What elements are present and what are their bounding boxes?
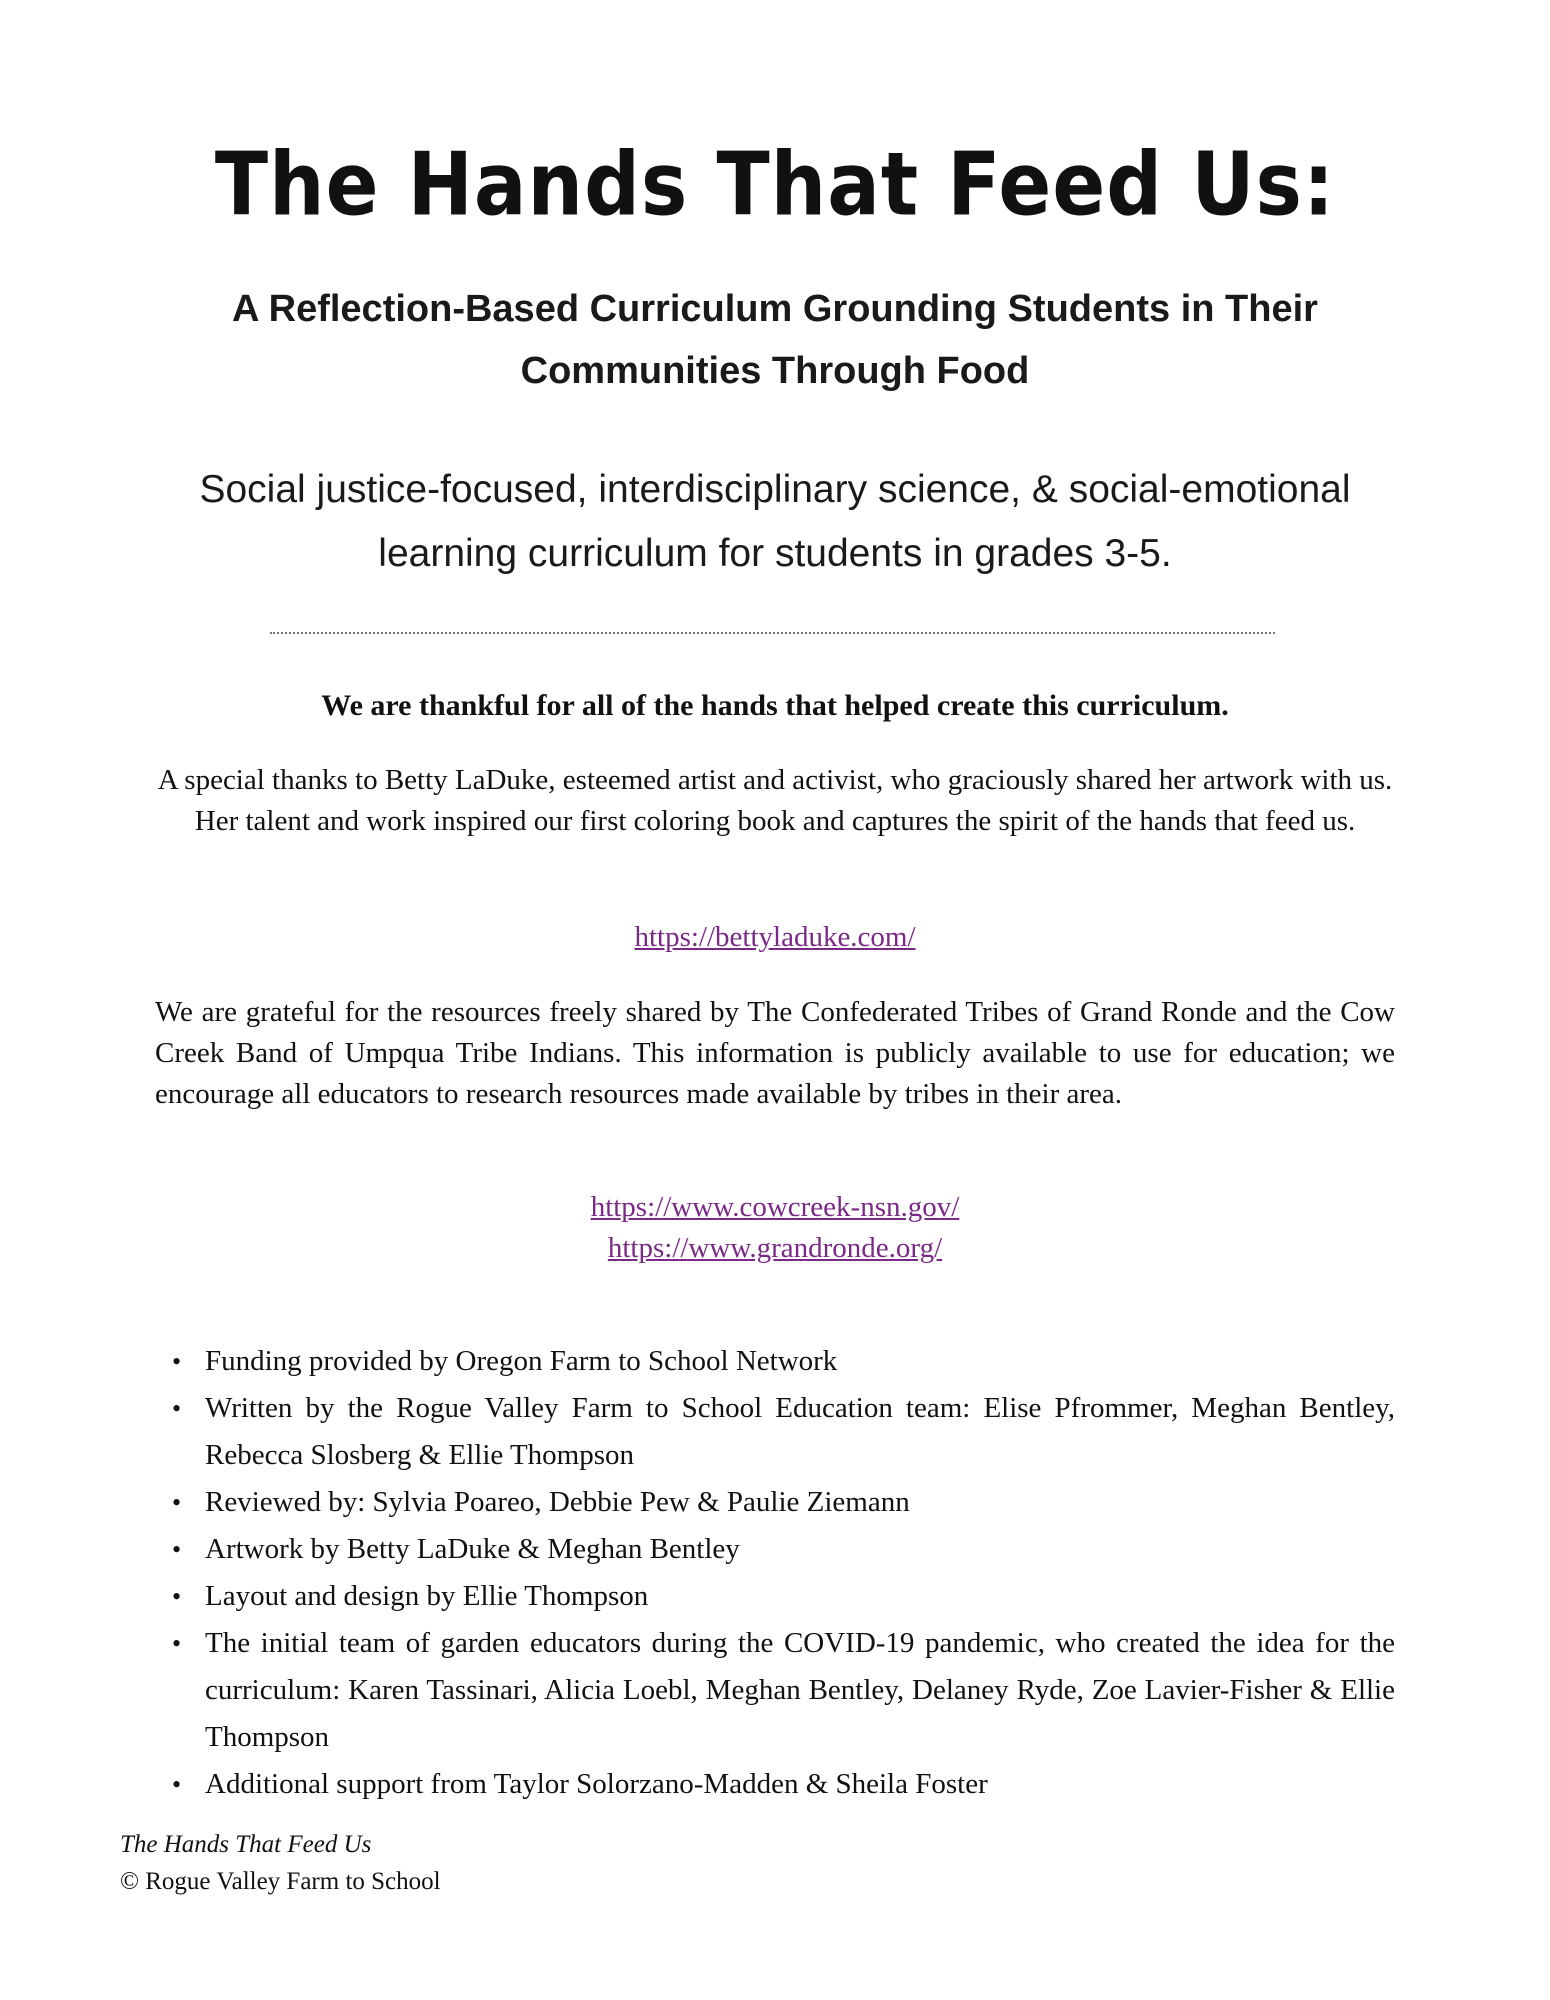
credits-list-item <box>155 1620 1395 1761</box>
credit-text: Artwork by Betty LaDuke & Meghan Bentley <box>205 1533 740 1565</box>
cowcreek-website-link[interactable]: https://www.cowcreek-nsn.gov/ <box>590 1191 960 1223</box>
grandronde-link-row <box>0 1228 1550 1269</box>
footer-title: The Hands That Feed Us <box>120 1831 372 1858</box>
bullet-icon: • <box>172 1582 182 1611</box>
cowcreek-link-row <box>0 1187 1550 1228</box>
credits-list-item <box>155 1385 1395 1479</box>
footer-copyright: © Rogue Valley Farm to School <box>120 1868 441 1895</box>
credits-list <box>155 1338 1395 1808</box>
acknowledgements-heading: We are thankful for all of the hands that helped create this curriculum. <box>321 689 1229 722</box>
credit-text: Additional support from Taylor Solorzano-Madden & Sheila Foster <box>205 1768 988 1800</box>
bullet-icon: • <box>172 1770 182 1799</box>
credit-text: Written by the Rogue Valley Farm to School Education team: Elise Pfrommer, Meghan Bentley, Rebecca Slosberg & Ellie Thompson <box>205 1392 1395 1471</box>
artist-link-row <box>0 917 1550 958</box>
bullet-icon: • <box>172 1488 182 1517</box>
bullet-icon: • <box>172 1535 182 1564</box>
artist-website-link[interactable]: https://bettyladuke.com/ <box>634 921 916 953</box>
credits-list-item <box>155 1761 1395 1808</box>
grandronde-website-link[interactable]: https://www.grandronde.org/ <box>607 1232 943 1264</box>
credits-list-item <box>155 1338 1395 1385</box>
artist-thanks-paragraph: A special thanks to Betty LaDuke, esteemed artist and activist, who graciously shared her artwork with us. Her talent and work inspired our first coloring book and captures the spirit of the hands that feed us. <box>157 764 1393 837</box>
credits-list-item <box>155 1479 1395 1526</box>
credits-list-item <box>155 1526 1395 1573</box>
bullet-icon: • <box>172 1629 182 1658</box>
document-title: The Hands That Feed Us: <box>214 135 1336 236</box>
dotted-divider <box>270 632 1275 634</box>
bullet-icon: • <box>172 1347 182 1376</box>
tribes-thanks-paragraph: We are grateful for the resources freely shared by The Confederated Tribes of Grand Ronde and the Cow Creek Band of Umpqua Tribe Indians. This information is publicly available to use for education; we encourage all educators to research resources made available by tribes in their area. <box>155 996 1395 1110</box>
document-tagline: Social justice-focused, interdisciplinary science, & social-emotional learning curriculum for students in grades 3-5. <box>199 468 1351 575</box>
document-subtitle: A Reflection-Based Curriculum Grounding Students in Their Communities Through Food <box>232 288 1318 392</box>
credits-list-item <box>155 1573 1395 1620</box>
page-footer <box>120 1826 441 1900</box>
credit-text: Funding provided by Oregon Farm to School Network <box>205 1345 838 1377</box>
credit-text: The initial team of garden educators during the COVID-19 pandemic, who created the idea for the curriculum: Karen Tassinari, Alicia Loebl, Meghan Bentley, Delaney Ryde, Zoe Lavier-Fisher & Ellie Thompson <box>205 1627 1395 1753</box>
credit-text: Layout and design by Ellie Thompson <box>205 1580 649 1612</box>
bullet-icon: • <box>172 1394 182 1423</box>
credit-text: Reviewed by: Sylvia Poareo, Debbie Pew & Paulie Ziemann <box>205 1486 910 1518</box>
